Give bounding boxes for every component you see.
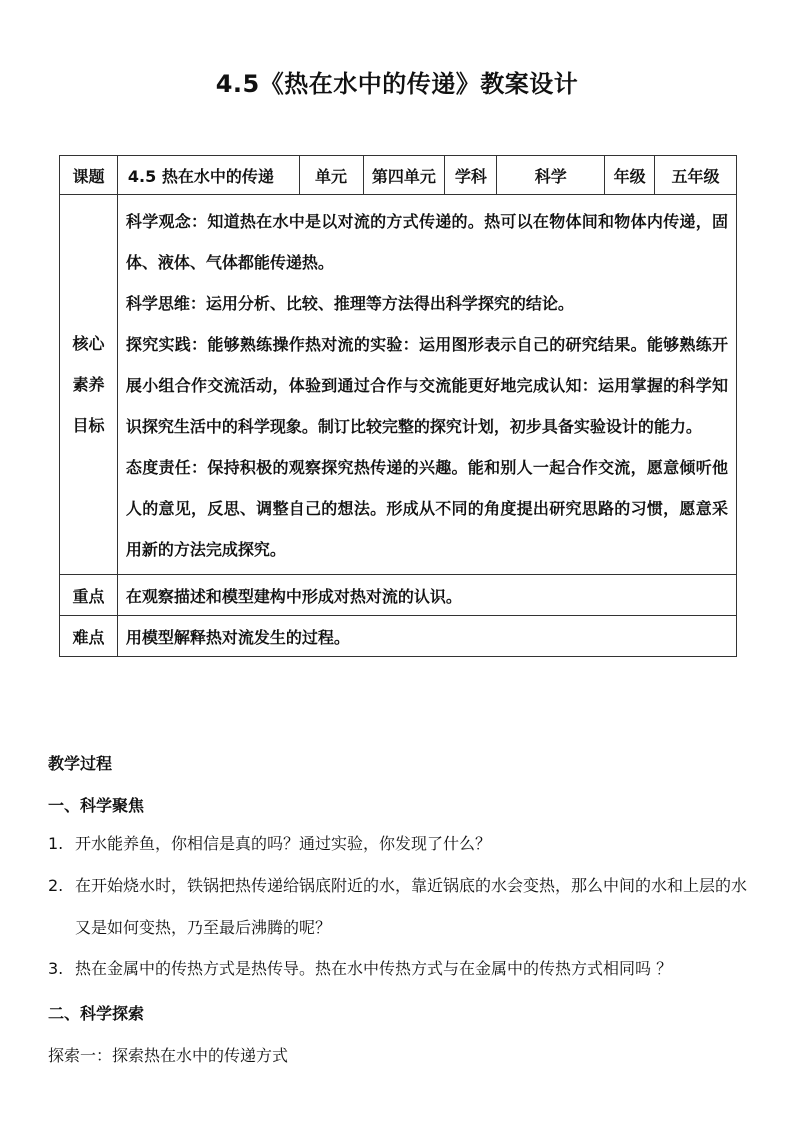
grade-value: 五年级: [655, 156, 737, 195]
document-title: 4.5《热在水中的传递》教案设计: [215, 70, 579, 98]
grade-label: 年级: [605, 156, 655, 195]
key-point-value: 在观察描述和模型建构中形成对热对流的认识。: [117, 575, 736, 616]
lesson-info-table: [59, 155, 737, 657]
difficulty-value: 用模型解释热对流发生的过程。: [117, 616, 736, 657]
table-header-row: [60, 156, 737, 195]
section-science-explore: 二、科学探索: [48, 1004, 145, 1023]
unit-label: 单元: [299, 156, 363, 195]
list-item: [48, 865, 748, 949]
explore-one: 探索一：探索热在水中的传递方式: [48, 1046, 289, 1065]
list-item-number: 3.: [48, 959, 64, 978]
list-item: [48, 948, 748, 990]
goal-attitude-responsibility: 态度责任：保持积极的观察探究热传递的兴趣。能和别人一起合作交流，愿意倾听他人的意见，反思、调整自己的想法。形成从不同的角度提出研究思路的习惯，愿意采用新的方法完成探究。: [125, 458, 728, 559]
goals-content: [117, 195, 736, 575]
goals-label: [60, 195, 118, 575]
key-point-row: [60, 575, 737, 616]
list-item-text: 开水能养鱼，你相信是真的吗？通过实验，你发现了什么？: [75, 834, 492, 853]
goals-label-line: 核心: [72, 334, 105, 353]
topic-label: 课题: [60, 156, 118, 195]
list-item-number: 1.: [48, 834, 64, 853]
subject-label: 学科: [445, 156, 497, 195]
list-item-text: 在开始烧水时，铁锅把热传递给锅底附近的水，靠近锅底的水会变热，那么中间的水和上层的水又是如何变热，乃至最后沸腾的呢？: [75, 876, 748, 937]
subject-value: 科学: [497, 156, 605, 195]
goal-inquiry-practice: 探究实践：能够熟练操作热对流的实验：运用图形表示自己的研究结果。能够熟练开展小组合作交流活动，体验到通过合作与交流能更好地完成认知：运用掌握的科学知识探究生活中的科学现象。制订比较完整的探究计划，初步具备实验设计的能力。: [125, 335, 728, 436]
goal-science-concept: 科学观念：知道热在水中是以对流的方式传递的。热可以在物体间和物体内传递，固体、液体、气体都能传递热。: [125, 212, 728, 272]
list-item: [48, 823, 748, 865]
goal-science-thinking: 科学思维：运用分析、比较、推理等方法得出科学探究的结论。: [125, 294, 574, 313]
difficulty-row: [60, 616, 737, 657]
list-item-text: 热在金属中的传热方式是热传导。热在水中传热方式与在金属中的传热方式相同吗 ？: [75, 959, 673, 978]
difficulty-label: 难点: [60, 616, 118, 657]
process-heading: 教学过程: [48, 754, 113, 773]
goals-label-line: 素养: [72, 375, 105, 394]
topic-value: 4.5 热在水中的传递: [117, 156, 299, 195]
list-item-number: 2.: [48, 876, 64, 895]
unit-value: 第四单元: [363, 156, 445, 195]
goals-row: [60, 195, 737, 575]
goals-label-line: 目标: [72, 416, 105, 435]
section-science-focus: 一、科学聚焦: [48, 796, 145, 815]
key-point-label: 重点: [60, 575, 118, 616]
